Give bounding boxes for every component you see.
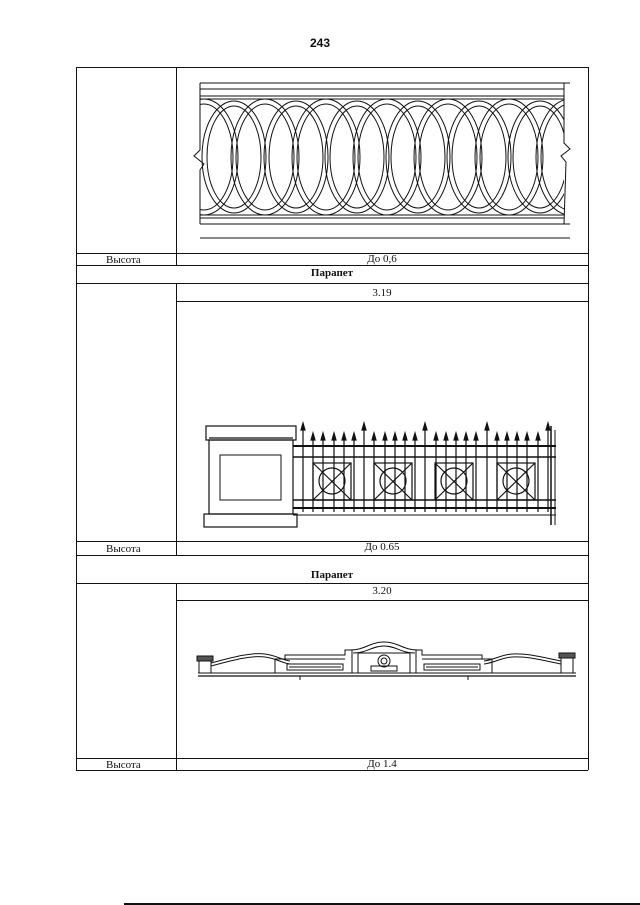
picket-spear-tip: [332, 433, 336, 440]
picket-spear-tip: [311, 433, 315, 440]
picket-spear-tip: [423, 423, 427, 430]
picket-spear-tip: [525, 433, 529, 440]
height-value: До 0,6: [367, 253, 397, 265]
row-label-height: Высота: [106, 254, 141, 266]
picket-spear-tip: [444, 433, 448, 440]
table-rule: [76, 283, 588, 284]
section-heading: Парапет: [310, 569, 354, 581]
fence-panels: [313, 463, 535, 500]
section-heading: Парапет: [310, 267, 354, 279]
picket-spear-tip: [342, 433, 346, 440]
picket-spear-tip: [321, 433, 325, 440]
ring-pattern: [170, 99, 604, 215]
picket-spear-tip: [546, 423, 550, 430]
picket-spear-tip: [393, 433, 397, 440]
picket-spear-tip: [485, 423, 489, 430]
picket-spear-tip: [372, 433, 376, 440]
figure-number: 3.19: [372, 287, 392, 299]
row-label-height: Высота: [106, 543, 141, 555]
pillar-fence-drawing: [176, 301, 588, 541]
picket-spear-tip: [515, 433, 519, 440]
table-rule: [76, 555, 588, 556]
picket-spear-tip: [495, 433, 499, 440]
picket-spear-tip: [362, 423, 366, 430]
table-rule: [76, 770, 588, 771]
picket-spear-tip: [454, 433, 458, 440]
picket-spear-tip: [474, 433, 478, 440]
row-label-height: Высота: [106, 759, 141, 771]
table-border-left: [76, 67, 77, 770]
picket-spear-tip: [383, 433, 387, 440]
figure-number: 3.20: [372, 585, 392, 597]
page-number: 243: [309, 36, 331, 50]
picket-spear-tip: [505, 433, 509, 440]
picket-spear-tip: [536, 433, 540, 440]
picket-spear-tip: [434, 433, 438, 440]
height-value: До 1.4: [367, 758, 397, 770]
fence-pickets: [301, 423, 550, 512]
parapet-elevation-drawing: [176, 600, 588, 758]
picket-spear-tip: [301, 423, 305, 430]
picket-spear-tip: [464, 433, 468, 440]
table-border-right: [588, 67, 589, 770]
picket-spear-tip: [403, 433, 407, 440]
height-value: До 0.65: [364, 541, 400, 553]
table-rule: [76, 583, 588, 584]
picket-spear-tip: [352, 433, 356, 440]
picket-spear-tip: [413, 433, 417, 440]
table-rule: [76, 265, 588, 266]
ring-railing-drawing: [176, 67, 588, 253]
